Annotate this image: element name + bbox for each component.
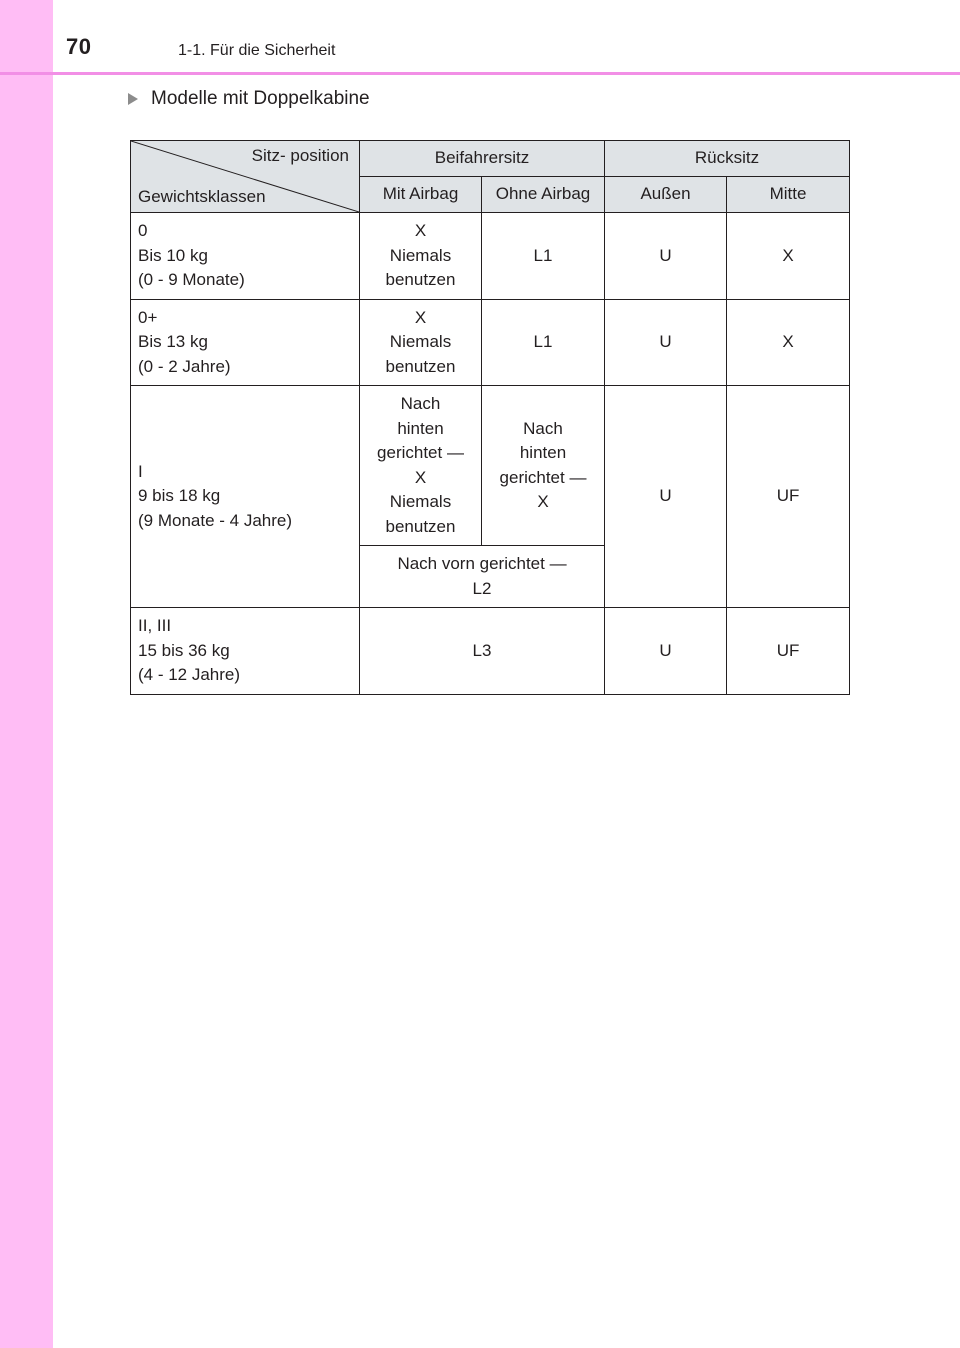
table-row bbox=[131, 386, 850, 546]
weight-class-age: (4 - 12 Jahre) bbox=[138, 665, 241, 684]
cell-line: benutzen bbox=[385, 270, 456, 289]
header-with-airbag: Mit Airbag bbox=[360, 177, 482, 213]
table-row bbox=[131, 213, 850, 300]
cell-line: Nach vorn gerichtet — bbox=[397, 554, 567, 573]
cell-line: gerichtet — bbox=[377, 443, 464, 462]
without-airbag-cell: L1 bbox=[482, 213, 605, 300]
subheading-text: Modelle mit Doppelkabine bbox=[151, 88, 370, 109]
child-seat-table bbox=[130, 140, 850, 695]
cell-line: Niemals bbox=[389, 245, 452, 265]
weight-class-age: (0 - 2 Jahre) bbox=[138, 356, 231, 376]
header-center: Mitte bbox=[727, 177, 850, 213]
outer-cell: U bbox=[605, 299, 727, 386]
with-airbag-cell bbox=[360, 386, 482, 546]
cell-line: X bbox=[414, 221, 427, 240]
page-number: 70 bbox=[66, 34, 92, 59]
cell-line: Nach bbox=[400, 394, 441, 413]
cell-line: benutzen bbox=[385, 516, 456, 536]
weight-class-group: II, III bbox=[138, 616, 172, 635]
header-rear-seat: Rücksitz bbox=[605, 141, 850, 177]
subheading bbox=[128, 88, 370, 110]
cell-line: X bbox=[414, 467, 427, 487]
weight-class-weight: Bis 13 kg bbox=[138, 332, 208, 351]
weight-class-age: (9 Monate - 4 Jahre) bbox=[138, 510, 293, 530]
section-title: 1-1. Für die Sicherheit bbox=[178, 42, 336, 59]
table-header-row bbox=[131, 141, 850, 177]
weight-class-cell bbox=[131, 213, 360, 300]
with-airbag-cell bbox=[360, 213, 482, 300]
center-cell: UF bbox=[727, 386, 850, 608]
weight-class-group: 0+ bbox=[138, 307, 158, 327]
weight-class-group: 0 bbox=[138, 221, 148, 240]
weight-class-age: (0 - 9 Monate) bbox=[138, 270, 245, 289]
center-cell: UF bbox=[727, 608, 850, 695]
cell-line: hinten bbox=[519, 443, 567, 462]
weight-class-group: I bbox=[138, 461, 143, 481]
cell-line: X bbox=[537, 492, 549, 511]
weight-class-weight: 9 bis 18 kg bbox=[138, 486, 221, 506]
header-weight-classes: Gewichtsklassen bbox=[138, 186, 266, 206]
weight-class-cell bbox=[131, 608, 360, 695]
center-cell: X bbox=[727, 213, 850, 300]
table-row bbox=[131, 608, 850, 695]
with-airbag-cell bbox=[360, 299, 482, 386]
outer-cell: U bbox=[605, 608, 727, 695]
cell-line: benutzen bbox=[385, 356, 456, 376]
diagonal-header-cell bbox=[131, 141, 360, 213]
header-passenger-seat: Beifahrersitz bbox=[360, 141, 605, 177]
weight-class-weight: Bis 10 kg bbox=[138, 245, 208, 265]
outer-cell: U bbox=[605, 213, 727, 300]
header-without-airbag: Ohne Airbag bbox=[482, 177, 605, 213]
cell-line: X bbox=[414, 307, 427, 327]
cell-line: Niemals bbox=[389, 332, 452, 351]
header-rule bbox=[0, 72, 960, 75]
cell-line: Niemals bbox=[389, 492, 452, 511]
cell-line: hinten bbox=[397, 418, 444, 438]
front-seat-cell: L3 bbox=[360, 608, 605, 695]
header-seat-position: Sitz- position bbox=[251, 146, 349, 165]
without-airbag-cell bbox=[482, 386, 605, 546]
cell-line: L2 bbox=[472, 578, 492, 598]
outer-cell: U bbox=[605, 386, 727, 608]
header-outer: Außen bbox=[605, 177, 727, 213]
triangle-bullet-icon bbox=[128, 93, 138, 105]
weight-class-cell bbox=[131, 299, 360, 386]
weight-class-weight: 15 bis 36 kg bbox=[138, 640, 230, 660]
table-row bbox=[131, 299, 850, 386]
center-cell: X bbox=[727, 299, 850, 386]
cell-line: gerichtet — bbox=[499, 467, 587, 487]
cell-line: Nach bbox=[523, 418, 563, 438]
weight-class-cell bbox=[131, 386, 360, 608]
without-airbag-cell: L1 bbox=[482, 299, 605, 386]
forward-facing-cell bbox=[360, 546, 605, 608]
page-sidebar-strip bbox=[0, 0, 53, 1348]
